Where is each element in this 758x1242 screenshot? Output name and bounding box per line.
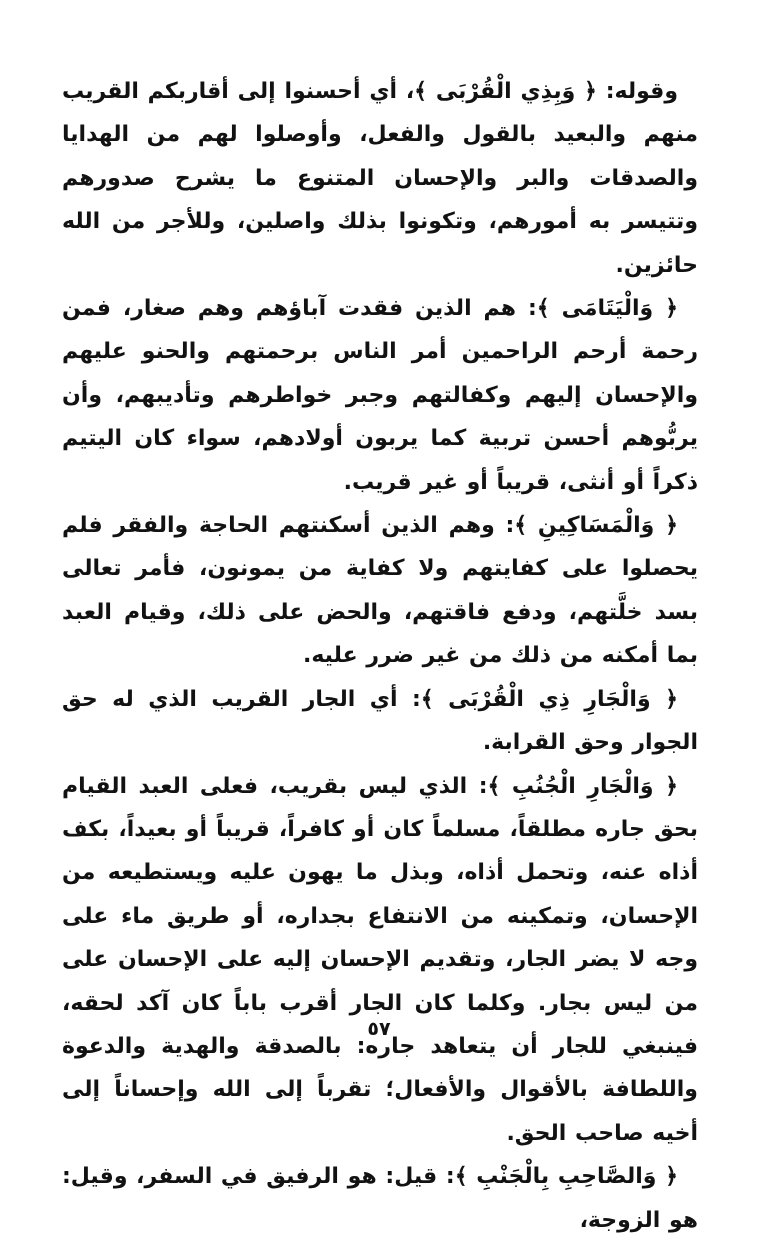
page-number: ٥٧ [367, 1018, 391, 1040]
paragraph-quote-dhil-qurba: وقوله: ﴿ وَبِذِي الْقُرْبَى ﴾، أي أحسنوا إلى أقاربكم القريب منهم والبعيد بالقول والفعل، وأوصلوا لهم من الهدايا والصدقات والبر والإحسان المتنوع ما يشرح صدورهم وتتيسر به أمورهم، وتكونوا بذلك واصلين، وللأجر من الله حائزين. [62, 79, 698, 278]
paragraph-quote-masakin: ﴿ وَالْمَسَاكِينِ ﴾: وهم الذين أسكنتهم الحاجة والفقر فلم يحصلوا على كفايتهم ولا كفاية من يمونون، فأمر تعالى بسد خلَّتهم، ودفع فاقتهم، والحض على ذلك، وقيام العبد بما أمكنه من ذلك من غير ضرر عليه. [62, 513, 698, 669]
paragraph-quote-jar-dhil-qurba: ﴿ وَالْجَارِ ذِي الْقُرْبَى ﴾: أي الجار القريب الذي له حق الجوار وحق القرابة. [62, 686, 698, 756]
paragraph-quote-jar-junub: ﴿ وَالْجَارِ الْجُنُبِ ﴾: الذي ليس بقريب، فعلى العبد القيام بحق جاره مطلقاً، مسلماً كان أو كافراً، قريباً أو بعيداً، بكف أذاه عنه، وتحمل أذاه، وبذل ما يهون عليه ويستطيعه من الإحسان، وتمكينه من الانتفاع بجداره، أو طريق ماء على وجه لا يضر الجار، وتقديم الإحسان إليه على الإحسان على من ليس بجار. وكلما كان الجار أقرب باباً كان آكد لحقه، فينبغي للجار أن يتعاهد جاره: بالصدقة والهدية والدعوة واللطافة بالأقوال والأفعال؛ تقرباً إلى الله وإحساناً إلى أخيه صاحب الحق. [62, 773, 698, 1146]
paragraph-quote-yatama: ﴿ وَالْيَتَامَى ﴾: هم الذين فقدت آباؤهم وهم صغار، فمن رحمة أرحم الراحمين أمر الناس برحمتهم والحنو عليهم والإحسان إليهم وكفالتهم وجبر خواطرهم وتأديبهم، وأن يربُّوهم أحسن تربية كما يربون أولادهم، سواء كان اليتيم ذكراً أو أنثى، قريباً أو غير قريب. [62, 296, 698, 495]
paragraph-quote-sahib-bil-janb: ﴿ وَالصَّاحِبِ بِالْجَنْبِ ﴾: قيل: هو الرفيق في السفر، وقيل: هو الزوجة، [62, 1164, 698, 1233]
text-block [62, 70, 698, 1242]
